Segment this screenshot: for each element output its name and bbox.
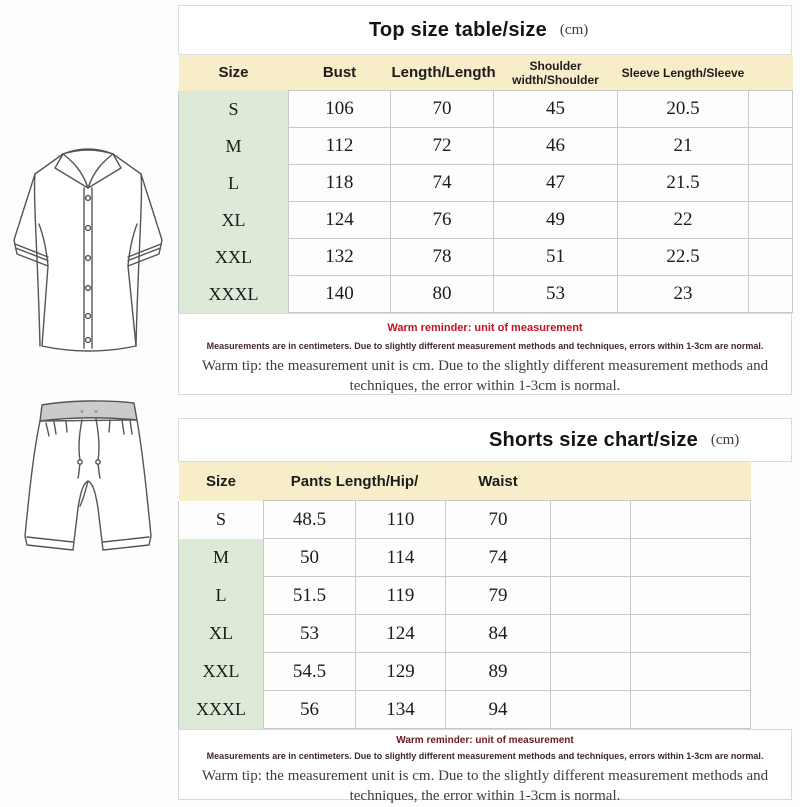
measurement-cell: 48.5 (264, 501, 356, 539)
measurement-cell: 47 (494, 165, 618, 202)
empty-cell (551, 539, 631, 577)
top-reminder-box (178, 313, 792, 395)
size-label-cell: XXL (179, 239, 289, 276)
col-header-bust: Bust (289, 55, 391, 91)
shirt-illustration (2, 138, 174, 370)
empty-cell (631, 691, 751, 729)
measurement-cell: 124 (356, 615, 446, 653)
size-label-cell: S (179, 91, 289, 128)
table-row (179, 165, 793, 202)
measurement-cell: 72 (391, 128, 494, 165)
reminder-note: Measurements are in centimeters. Due to slightly different measurement methods and techniques, errors within 1-3cm are normal. (206, 751, 764, 761)
measurement-cell: 74 (446, 539, 551, 577)
table-row (179, 128, 793, 165)
empty-cell (749, 91, 793, 128)
measurement-cell: 132 (289, 239, 391, 276)
size-label-cell: XXXL (179, 691, 264, 729)
measurement-cell: 50 (264, 539, 356, 577)
measurement-cell: 53 (494, 276, 618, 313)
measurement-cell: 22 (618, 202, 749, 239)
table-row (179, 615, 751, 653)
table-row (179, 276, 793, 313)
shorts-size-table (178, 462, 751, 729)
measurement-cell: 51.5 (264, 577, 356, 615)
measurement-cell: 20.5 (618, 91, 749, 128)
col-header-empty (631, 462, 751, 501)
empty-cell (749, 165, 793, 202)
measurement-cell: 23 (618, 276, 749, 313)
measurement-cell: 21 (618, 128, 749, 165)
col-header-shoulder: Shoulder width/Shoulder (494, 55, 618, 91)
empty-cell (551, 653, 631, 691)
shorts-reminder-box (178, 729, 792, 805)
col-header-waist: Waist (446, 462, 551, 501)
measurement-cell: 140 (289, 276, 391, 313)
empty-cell (631, 615, 751, 653)
measurement-cell: 112 (289, 128, 391, 165)
measurement-cell: 56 (264, 691, 356, 729)
empty-cell (551, 615, 631, 653)
top-size-section (178, 5, 792, 395)
empty-cell (749, 276, 793, 313)
measurement-cell: 94 (446, 691, 551, 729)
table-row (179, 239, 793, 276)
measurement-cell: 110 (356, 501, 446, 539)
size-label-cell: M (179, 539, 264, 577)
empty-cell (631, 653, 751, 691)
measurement-cell: 54.5 (264, 653, 356, 691)
shorts-size-title-box (178, 418, 792, 462)
warm-tip-text: Warm tip: the measurement unit is cm. Due to the slightly different measurement methods and techniques, the error within 1-3cm is normal. (201, 768, 769, 805)
measurement-cell: 89 (446, 653, 551, 691)
reminder-note: Measurements are in centimeters. Due to slightly different measurement methods and techniques, errors within 1-3cm are normal. (206, 341, 764, 351)
measurement-cell: 21.5 (618, 165, 749, 202)
shorts-unit-label: (cm) (710, 431, 740, 448)
measurement-cell: 119 (356, 577, 446, 615)
measurement-cell: 22.5 (618, 239, 749, 276)
shorts-size-section (178, 418, 792, 805)
size-label-cell: M (179, 128, 289, 165)
size-label-cell: XXL (179, 653, 264, 691)
table-row (179, 577, 751, 615)
size-label-cell: L (179, 165, 289, 202)
measurement-cell: 45 (494, 91, 618, 128)
col-header-empty (551, 462, 631, 501)
table-row (179, 91, 793, 128)
empty-cell (631, 539, 751, 577)
measurement-cell: 53 (264, 615, 356, 653)
table-row (179, 202, 793, 239)
measurement-cell: 70 (446, 501, 551, 539)
shorts-size-chart-title: Shorts size chart/size (489, 428, 698, 451)
empty-cell (631, 577, 751, 615)
size-label-cell: XL (179, 615, 264, 653)
top-size-table (178, 55, 793, 313)
size-label-cell: XL (179, 202, 289, 239)
col-header-sleeve: Sleeve Length/Sleeve (618, 55, 749, 91)
table-row (179, 501, 751, 539)
empty-cell (749, 128, 793, 165)
measurement-cell: 74 (391, 165, 494, 202)
measurement-cell: 46 (494, 128, 618, 165)
shorts-illustration (12, 390, 164, 568)
measurement-cell: 80 (391, 276, 494, 313)
top-size-chart-title: Top size table/size (369, 18, 547, 41)
table-header-row (179, 55, 793, 91)
col-header-length: Length/Length (391, 55, 494, 91)
empty-cell (749, 239, 793, 276)
measurement-cell: 129 (356, 653, 446, 691)
measurement-cell: 134 (356, 691, 446, 729)
measurement-cell: 49 (494, 202, 618, 239)
size-label-cell: S (179, 501, 264, 539)
table-header-row (179, 462, 751, 501)
empty-cell (551, 691, 631, 729)
col-header-size: Size (179, 462, 264, 501)
measurement-cell: 106 (289, 91, 391, 128)
reminder-title: Warm reminder: unit of measurement (387, 322, 583, 334)
measurement-cell: 114 (356, 539, 446, 577)
measurement-cell: 124 (289, 202, 391, 239)
table-row (179, 653, 751, 691)
empty-cell (551, 501, 631, 539)
size-label-cell: XXXL (179, 276, 289, 313)
empty-cell (551, 577, 631, 615)
measurement-cell: 51 (494, 239, 618, 276)
empty-cell (631, 501, 751, 539)
measurement-cell: 118 (289, 165, 391, 202)
warm-tip-text: Warm tip: the measurement unit is cm. Due to the slightly different measurement methods and techniques, the error within 1-3cm is normal. (201, 358, 769, 395)
size-label-cell: L (179, 577, 264, 615)
table-row (179, 691, 751, 729)
col-header-size: Size (179, 55, 289, 91)
measurement-cell: 70 (391, 91, 494, 128)
col-header-empty (749, 55, 793, 91)
measurement-cell: 84 (446, 615, 551, 653)
measurement-cell: 76 (391, 202, 494, 239)
table-row (179, 539, 751, 577)
top-size-title-box (178, 5, 792, 55)
top-unit-label: (cm) (559, 21, 589, 38)
col-header-pants-length-hip: Pants Length/Hip/ (264, 462, 446, 501)
reminder-title: Warm reminder: unit of measurement (396, 735, 574, 746)
measurement-cell: 78 (391, 239, 494, 276)
measurement-cell: 79 (446, 577, 551, 615)
empty-cell (749, 202, 793, 239)
